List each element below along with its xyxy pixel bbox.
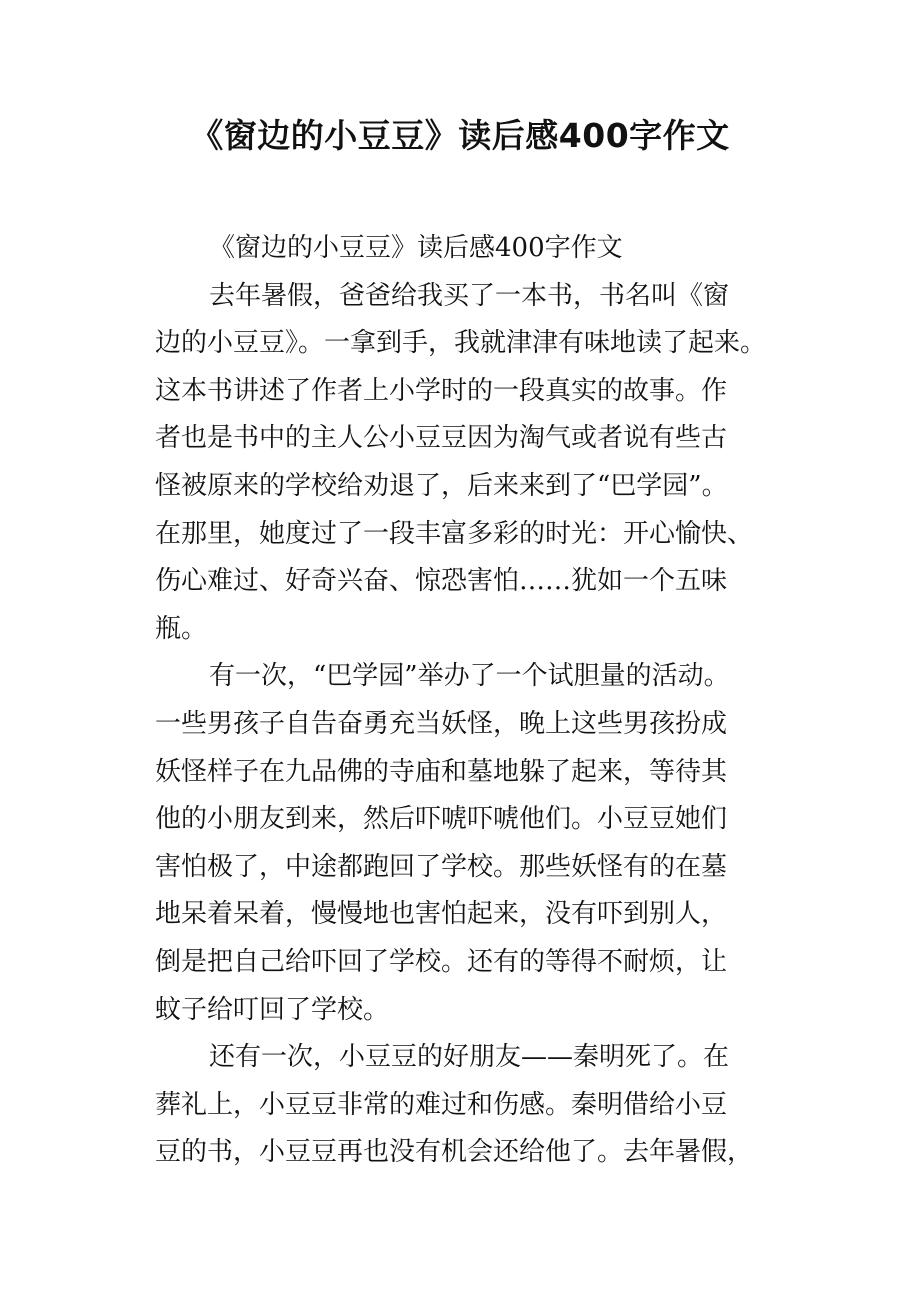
paragraph-2-line-7: 倒是把自己给吓回了学校。还有的等得不耐烦，让 <box>155 946 728 977</box>
paragraph-2-line-4: 他的小朋友到来，然后吓唬吓唬他们。小豆豆她们 <box>155 804 728 835</box>
paragraph-2-line-1: 有一次，“巴学园”举办了一个试胆量的活动。 <box>209 661 730 692</box>
paragraph-2-line-8: 蚊子给叮回了学校。 <box>155 994 390 1025</box>
document-title: 《窗边的小豆豆》读后感400字作文 <box>190 116 730 155</box>
paragraph-2-line-3: 妖怪样子在九品佛的寺庙和墓地躲了起来，等待其 <box>155 756 728 787</box>
document-body <box>155 225 795 1177</box>
paragraph-1-line-6: 在那里，她度过了一段丰富多彩的时光：开心愉快、 <box>155 518 754 549</box>
paragraph-1-line-7: 伤心难过、好奇兴奋、惊恐害怕……犹如一个五味 <box>155 566 728 597</box>
paragraph-1-line-1: 去年暑假，爸爸给我买了一本书，书名叫《窗 <box>209 280 730 311</box>
subtitle-line: 《窗边的小豆豆》读后感400字作文 <box>209 233 623 263</box>
paragraph-1-line-4: 者也是书中的主人公小豆豆因为淘气或者说有些古 <box>155 423 728 454</box>
paragraph-2-line-2: 一些男孩子自告奋勇充当妖怪，晚上这些男孩扮成 <box>155 708 728 739</box>
paragraph-3-line-2: 葬礼上，小豆豆非常的难过和伤感。秦明借给小豆 <box>155 1089 728 1120</box>
paragraph-1-line-5: 怪被原来的学校给劝退了，后来来到了“巴学园”。 <box>155 470 728 501</box>
paragraph-1-line-8: 瓶。 <box>155 613 208 644</box>
paragraph-1-line-2: 边的小豆豆》。一拿到手，我就津津有味地读了起来。 <box>155 328 767 359</box>
paragraph-3-line-3: 豆的书，小豆豆再也没有机会还给他了。去年暑假， <box>155 1137 754 1168</box>
paragraph-1-line-3: 这本书讲述了作者上小学时的一段真实的故事。作 <box>155 375 728 406</box>
paragraph-2-line-6: 地呆着呆着，慢慢地也害怕起来，没有吓到别人， <box>155 899 728 930</box>
paragraph-3-line-1: 还有一次，小豆豆的好朋友——秦明死了。在 <box>209 1042 730 1073</box>
paragraph-2-line-5: 害怕极了，中途都跑回了学校。那些妖怪有的在墓 <box>155 851 728 882</box>
